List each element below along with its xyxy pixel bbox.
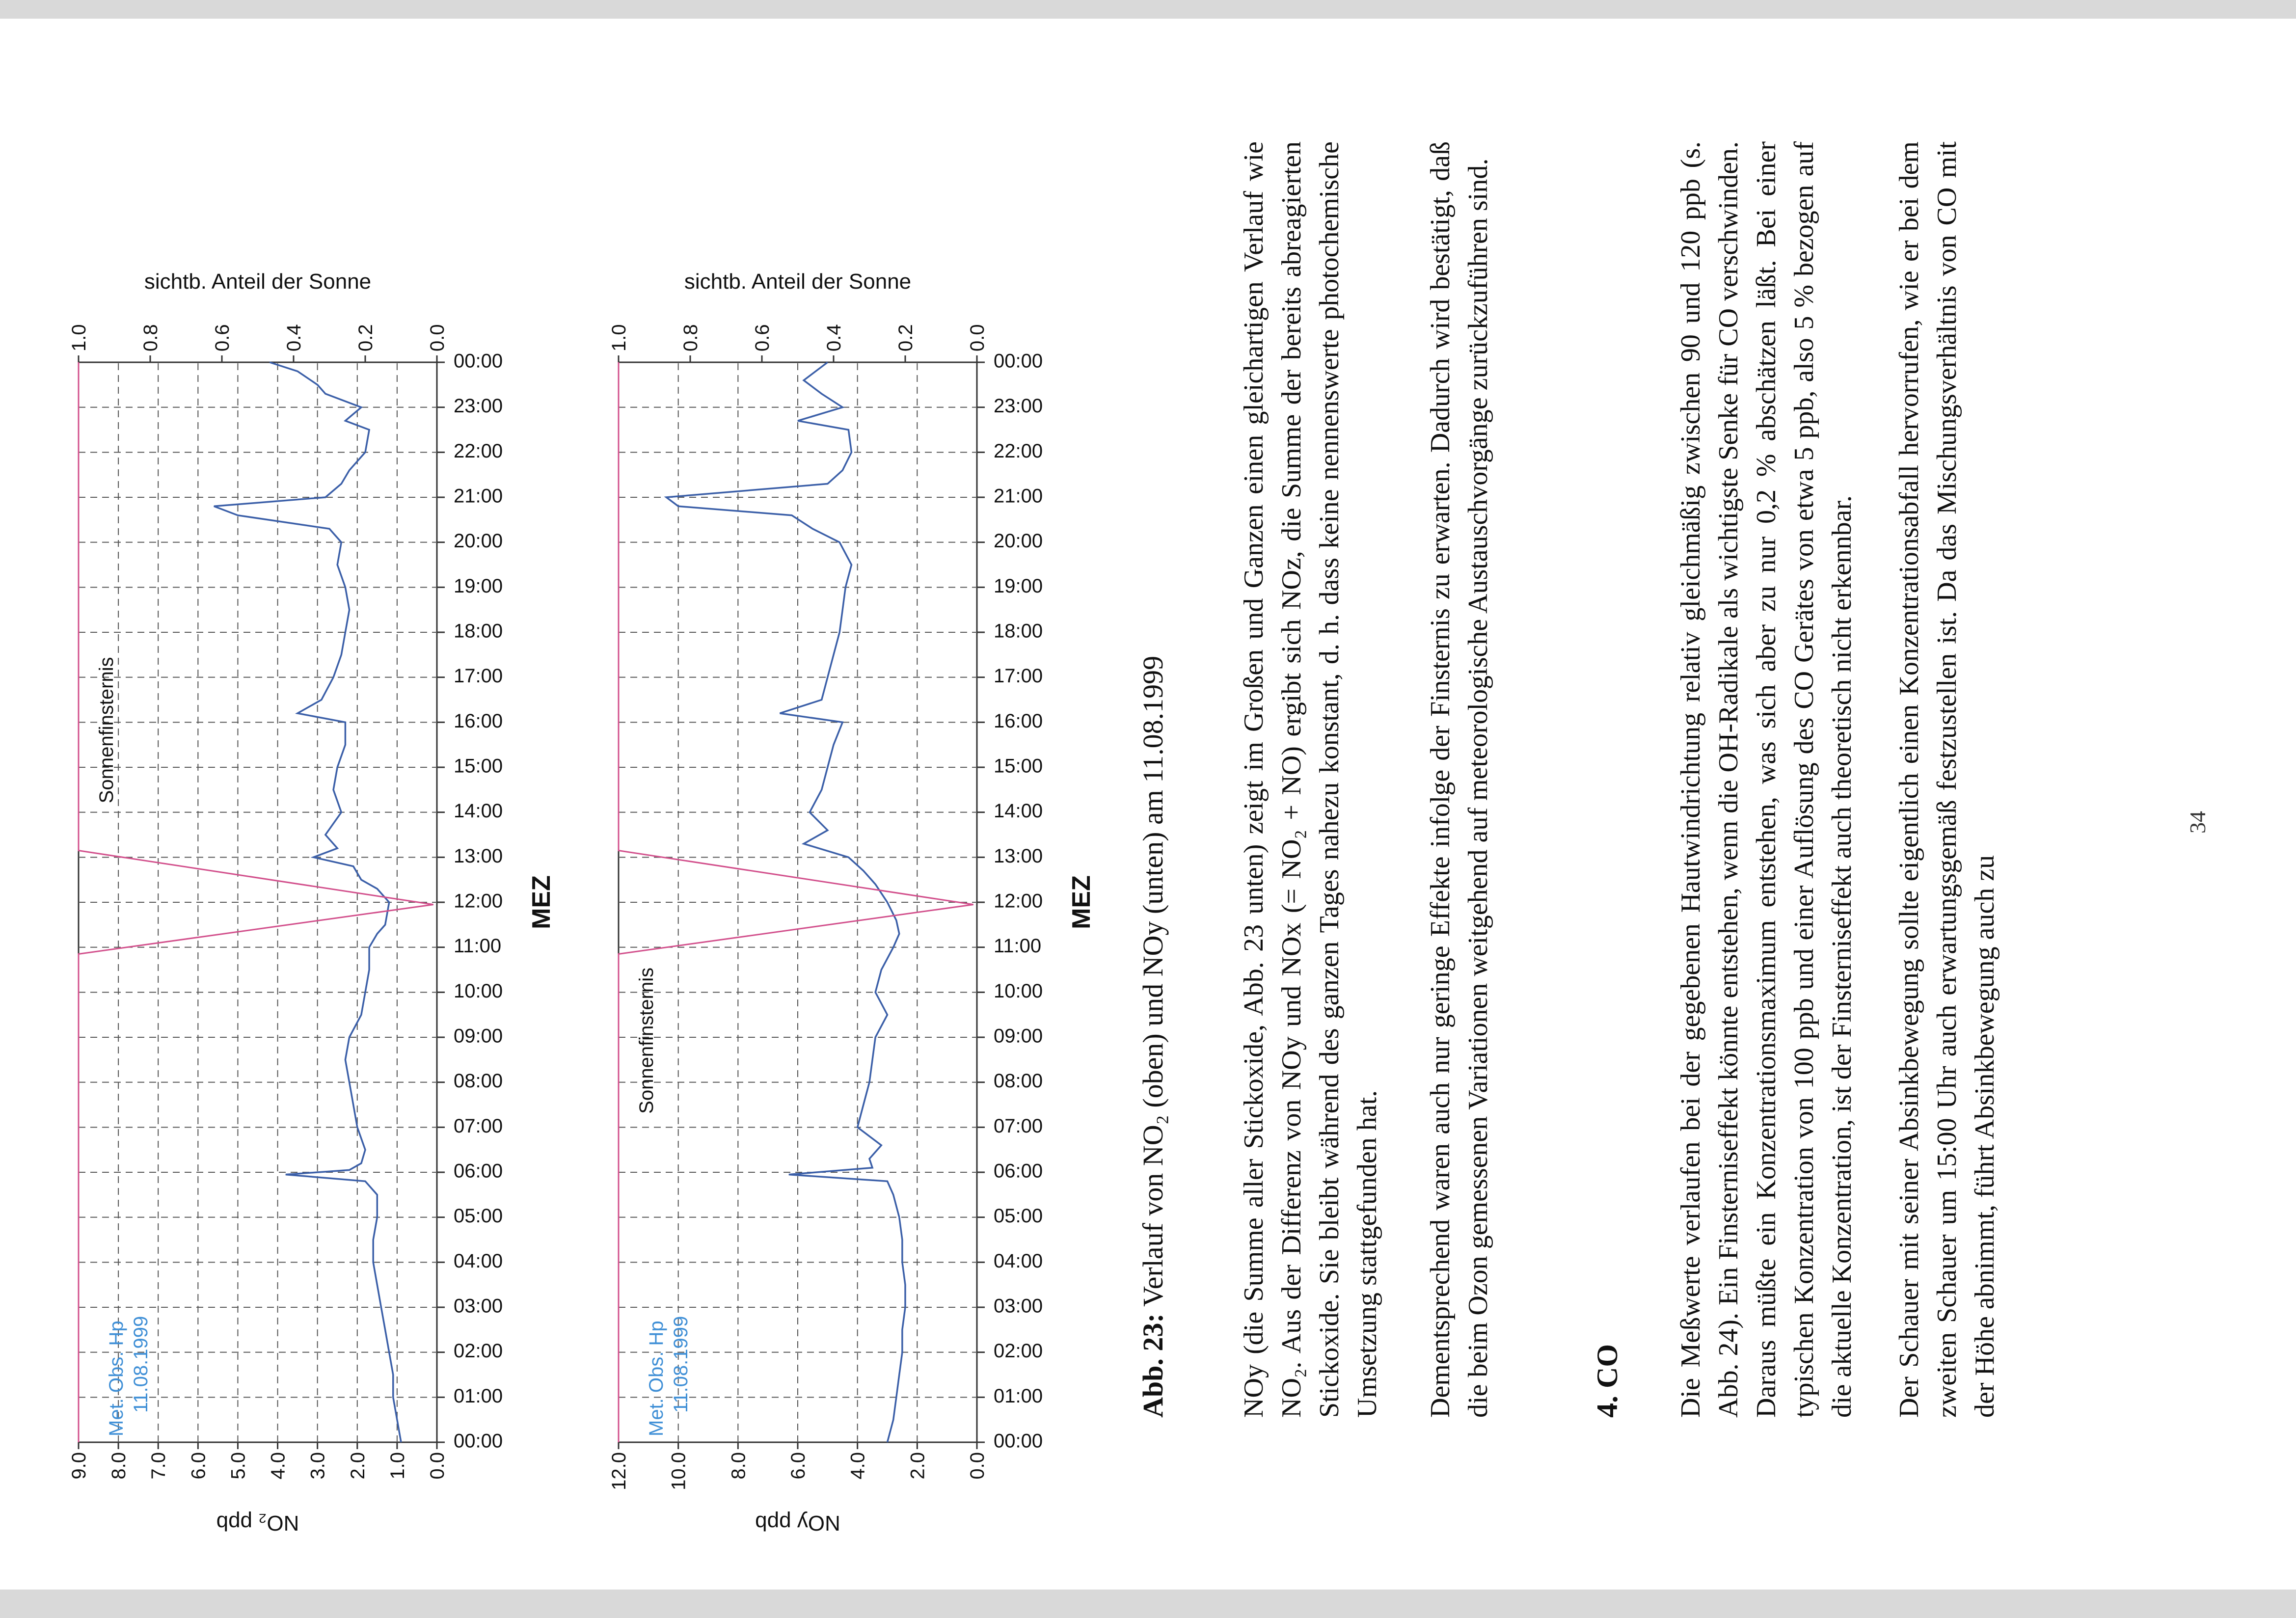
x-tick-label: 14:00 bbox=[994, 800, 1043, 822]
paragraph-noy: NOy (die Summe aller Stickoxide, Abb. 23 unten) zeigt im Großen und Ganzen einen gleichartigen Verlauf wie NO₂. Aus der Differenz von NOy und NOx (= NO₂ + NO) ergibt sich NOz, die Summe der bereits abreagierten Stickoxide. Sie bleibt während des ganzen Tages nahezu konstant, d. h. dass keine nennenswerte photochemische Umsetzung stattgefunden hat. bbox=[1239, 141, 1382, 1418]
y-tick-label: 3.0 bbox=[307, 1452, 329, 1480]
paragraph-co-1: Die Meßwerte verlaufen bei der gegebenen Hautwindrichtung relativ gleichmäßig zwischen 90 und 120 ppb (s. Abb. 24). Ein Finsterniseffekt könnte entstehen, wenn die OH-Radikale als wichtigste Senke für CO verschwinden. Daraus müßte ein Konzentrationsmaximum entstehen, was sich aber zu nur 0,2 % abschätzen läßt. Bei einer typischen Konzentration von 100 ppb und einer Auflösung des CO Gerätes von etwa 5 ppb, also 5 % bezogen auf die aktuelle Konzentration, ist der Finsterniseffekt auch theoretisch nicht erkennbar. bbox=[1675, 141, 1857, 1418]
y2-tick-label: 0.4 bbox=[283, 324, 305, 351]
x-tick-label: 06:00 bbox=[454, 1160, 503, 1182]
x-axis-title: MEZ bbox=[527, 875, 556, 929]
x-tick-label: 05:00 bbox=[994, 1205, 1043, 1227]
y2-axis-title: sichtb. Anteil der Sonne bbox=[144, 270, 372, 294]
x-tick-label: 21:00 bbox=[454, 485, 503, 507]
x-tick-label: 09:00 bbox=[454, 1025, 503, 1047]
y-tick-label: 6.0 bbox=[787, 1452, 809, 1480]
eclipse-label: Sonnenfinsternis bbox=[96, 657, 117, 804]
x-tick-label: 02:00 bbox=[994, 1340, 1043, 1362]
y-tick-label: 2.0 bbox=[907, 1452, 929, 1480]
x-tick-label: 12:00 bbox=[994, 890, 1043, 912]
x-tick-label: 18:00 bbox=[454, 620, 503, 642]
x-tick-label: 05:00 bbox=[454, 1205, 503, 1227]
x-tick-label: 01:00 bbox=[994, 1385, 1043, 1407]
x-tick-label: 06:00 bbox=[994, 1160, 1043, 1182]
y-tick-label: 0.0 bbox=[967, 1452, 988, 1480]
x-tick-label: 00:00 bbox=[994, 350, 1043, 372]
y-tick-label: 9.0 bbox=[68, 1452, 90, 1480]
x-tick-label: 11:00 bbox=[994, 935, 1042, 957]
x-tick-label: 16:00 bbox=[454, 710, 503, 732]
y2-tick-label: 0.4 bbox=[823, 324, 845, 351]
y2-tick-label: 0.0 bbox=[967, 324, 988, 351]
y-tick-label: 8.0 bbox=[108, 1452, 130, 1480]
caption-label: Abb. 23: bbox=[1137, 1313, 1169, 1418]
x-tick-label: 07:00 bbox=[994, 1115, 1043, 1137]
x-tick-label: 22:00 bbox=[994, 440, 1043, 462]
x-tick-label: 03:00 bbox=[994, 1295, 1043, 1317]
x-tick-label: 19:00 bbox=[994, 575, 1043, 597]
x-tick-label: 04:00 bbox=[994, 1250, 1043, 1272]
x-tick-label: 20:00 bbox=[454, 530, 503, 552]
date-label: 11.08.1999 bbox=[670, 1316, 692, 1413]
paragraph-co-2: Der Schauer mit seiner Absinkbewegung sollte eigentlich einen Konzentrationsabfall hervorrufen, wie er bei dem zweiten Schauer um 15:00 Uhr auch erwartungsgemäß festzustellen ist. Da das Mischungsverhältnis von CO mit der Höhe abnimmt, führt Absinkbewegung auch zu bbox=[1894, 141, 2000, 1418]
x-tick-label: 01:00 bbox=[454, 1385, 503, 1407]
y-axis-title: NOy ppb bbox=[755, 1511, 840, 1535]
y2-tick-label: 1.0 bbox=[608, 324, 630, 351]
y-axis-title: NO₂ ppb bbox=[216, 1511, 299, 1535]
x-tick-label: 20:00 bbox=[994, 530, 1043, 552]
y-tick-label: 7.0 bbox=[148, 1452, 170, 1480]
x-tick-label: 17:00 bbox=[994, 665, 1043, 687]
figure-caption bbox=[1136, 141, 1169, 1418]
y2-tick-label: 0.8 bbox=[140, 324, 162, 351]
y2-tick-label: 0.0 bbox=[427, 324, 448, 351]
x-tick-label: 19:00 bbox=[454, 575, 503, 597]
eclipse-label: Sonnenfinsternis bbox=[636, 967, 657, 1114]
y2-axis-title: sichtb. Anteil der Sonne bbox=[684, 270, 912, 294]
caption-text: Verlauf von NO₂ (oben) und NOy (unten) am 11.08.1999 bbox=[1137, 655, 1169, 1314]
x-tick-label: 07:00 bbox=[454, 1115, 503, 1137]
station-label: Met. Obs. Hp bbox=[646, 1321, 667, 1436]
x-tick-label: 18:00 bbox=[994, 620, 1043, 642]
page-number: 34 bbox=[2185, 811, 2210, 834]
x-tick-label: 03:00 bbox=[454, 1295, 503, 1317]
section-heading-co: 4. CO bbox=[1591, 1344, 1623, 1418]
x-tick-label: 13:00 bbox=[454, 845, 503, 867]
x-tick-label: 13:00 bbox=[994, 845, 1043, 867]
y-tick-label: 0.0 bbox=[427, 1452, 448, 1480]
x-tick-label: 10:00 bbox=[454, 980, 503, 1002]
x-axis-title: MEZ bbox=[1067, 875, 1096, 929]
y-tick-label: 2.0 bbox=[347, 1452, 369, 1480]
x-tick-label: 11:00 bbox=[454, 935, 502, 957]
y2-tick-label: 0.8 bbox=[680, 324, 702, 351]
scanned-sheet bbox=[0, 19, 2296, 1590]
x-tick-label: 08:00 bbox=[994, 1070, 1043, 1092]
y-tick-label: 10.0 bbox=[668, 1452, 690, 1490]
x-tick-label: 10:00 bbox=[994, 980, 1043, 1002]
x-tick-label: 08:00 bbox=[454, 1070, 503, 1092]
x-tick-label: 14:00 bbox=[454, 800, 503, 822]
y2-tick-label: 0.2 bbox=[355, 324, 377, 351]
x-tick-label: 15:00 bbox=[994, 755, 1043, 777]
x-tick-label: 15:00 bbox=[454, 755, 503, 777]
x-tick-label: 17:00 bbox=[454, 665, 503, 687]
paragraph-effects: Dementsprechend waren auch nur geringe Effekte infolge der Finsternis zu erwarten. Dadurch wird bestätigt, daß die beim Ozon gemessenen Variationen weitgehend auf meteorologische Austauschvorgänge zurückzuführen sind. bbox=[1425, 141, 1493, 1418]
y-tick-label: 6.0 bbox=[188, 1452, 210, 1480]
x-tick-label: 00:00 bbox=[454, 350, 503, 372]
x-tick-label: 22:00 bbox=[454, 440, 503, 462]
x-tick-label: 02:00 bbox=[454, 1340, 503, 1362]
x-tick-label: 12:00 bbox=[454, 890, 503, 912]
y-tick-label: 1.0 bbox=[386, 1452, 408, 1480]
x-tick-label: 23:00 bbox=[994, 395, 1043, 417]
x-tick-label: 16:00 bbox=[994, 710, 1043, 732]
x-tick-label: 23:00 bbox=[454, 395, 503, 417]
y-tick-label: 4.0 bbox=[267, 1452, 289, 1480]
chart-svg bbox=[59, 270, 556, 1535]
x-tick-label: 04:00 bbox=[454, 1250, 503, 1272]
x-tick-label: 00:00 bbox=[454, 1430, 503, 1452]
y2-tick-label: 0.6 bbox=[212, 324, 233, 351]
y-tick-label: 8.0 bbox=[728, 1452, 750, 1480]
station-label: Met. Obs. Hp bbox=[106, 1321, 127, 1436]
y-tick-label: 4.0 bbox=[847, 1452, 869, 1480]
x-tick-label: 00:00 bbox=[994, 1430, 1043, 1452]
y2-tick-label: 1.0 bbox=[68, 324, 90, 351]
document-page bbox=[0, 19, 2296, 1590]
y2-tick-label: 0.6 bbox=[752, 324, 773, 351]
date-label: 11.08.1999 bbox=[130, 1316, 152, 1413]
y-tick-label: 5.0 bbox=[227, 1452, 249, 1480]
x-tick-label: 21:00 bbox=[994, 485, 1043, 507]
chart-svg bbox=[599, 270, 1096, 1535]
y-tick-label: 12.0 bbox=[608, 1452, 630, 1490]
y2-tick-label: 0.2 bbox=[895, 324, 917, 351]
x-tick-label: 09:00 bbox=[994, 1025, 1043, 1047]
